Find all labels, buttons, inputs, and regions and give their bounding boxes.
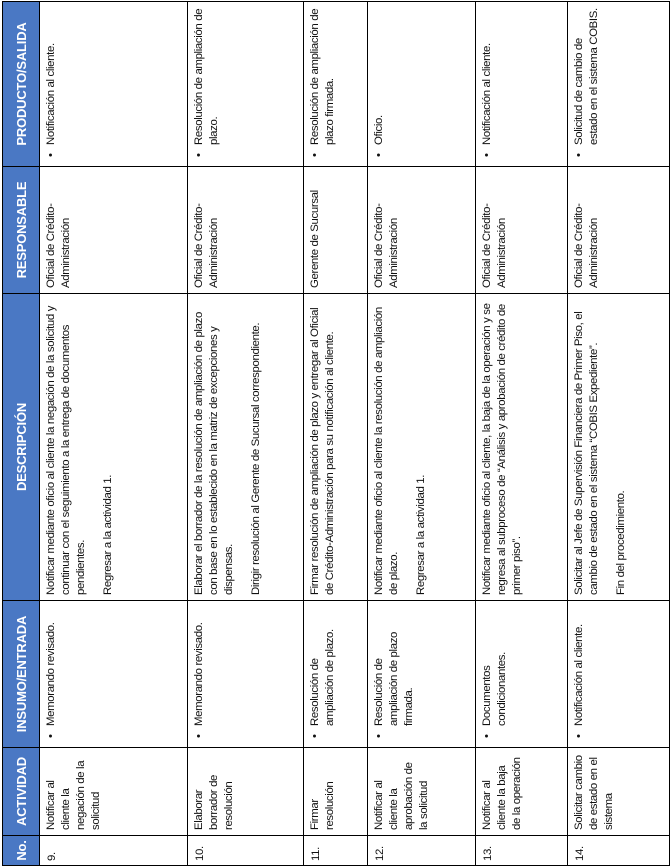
insumo-item: • Resolución de ampliación de plazo. bbox=[308, 606, 338, 726]
table-row bbox=[40, 2, 188, 866]
producto-list bbox=[192, 7, 222, 161]
insumo-item: • Resolución de ampliación de plazo firmada. bbox=[372, 606, 417, 726]
producto-list bbox=[308, 7, 338, 161]
table-row bbox=[568, 2, 670, 866]
descripcion-paragraph: Elaborar el borrador de la resolución de ampliación de plazo con base en lo establecido en la matriz de excepciones y dispensas. bbox=[193, 312, 235, 595]
table-row bbox=[368, 2, 476, 866]
producto-cell bbox=[40, 2, 188, 167]
insumo-list bbox=[572, 606, 587, 742]
descripcion-paragraph: Regresar a la actividad 1. bbox=[415, 474, 427, 595]
producto-item: • Notificación al cliente. bbox=[44, 7, 59, 145]
procedure-table bbox=[2, 1, 670, 866]
producto-cell bbox=[368, 2, 476, 167]
table-row bbox=[304, 2, 368, 866]
descripcion-paragraph: Dirigir resolución al Gerente de Sucursal correspondiente. bbox=[250, 322, 262, 595]
insumo-cell bbox=[188, 601, 304, 748]
actividad-cell: Solicitar cambio de estado en el sistema bbox=[568, 748, 670, 836]
table-header bbox=[3, 2, 40, 866]
table-row bbox=[188, 2, 304, 866]
descripcion-cell bbox=[188, 294, 304, 601]
table-row bbox=[476, 2, 568, 866]
header-insumo: INSUMO/ENTRADA bbox=[3, 601, 40, 748]
header-actividad: ACTIVIDAD bbox=[3, 748, 40, 836]
descripcion-paragraph: Notificar mediante oficio al cliente la resolución de ampliación de plazo. bbox=[373, 307, 400, 595]
responsable-cell: Oficial de Crédito-Administración bbox=[40, 167, 188, 294]
descripcion-paragraph: Notificar mediante oficio al cliente, la baja de la operación y se regresa al subproceso de “Análisis y aprobación de crédito de primer piso”. bbox=[481, 303, 523, 595]
actividad-cell: Elaborar borrador de resolución bbox=[188, 748, 304, 836]
responsable-cell: Oficial de Crédito-Administración bbox=[188, 167, 304, 294]
producto-cell bbox=[476, 2, 568, 167]
descripcion-cell bbox=[304, 294, 368, 601]
producto-list bbox=[480, 7, 495, 161]
producto-cell bbox=[304, 2, 368, 167]
responsable-cell: Oficial de Crédito-Administración bbox=[476, 167, 568, 294]
header-producto: PRODUCTO/SALIDA bbox=[3, 2, 40, 167]
descripcion-cell bbox=[568, 294, 670, 601]
producto-item: • Oficio. bbox=[372, 7, 387, 145]
row-number: 13. bbox=[476, 836, 568, 866]
producto-cell bbox=[188, 2, 304, 167]
insumo-list bbox=[44, 606, 59, 742]
producto-item: • Solicitud de cambio de estado en el sistema COBIS. bbox=[572, 7, 602, 145]
producto-item: • Resolución de ampliación de plazo firmada. bbox=[308, 7, 338, 145]
producto-cell bbox=[568, 2, 670, 167]
insumo-list bbox=[372, 606, 417, 742]
responsable-cell: Oficial de Crédito-Administración bbox=[568, 167, 670, 294]
header-no: No. bbox=[3, 836, 40, 866]
insumo-list bbox=[480, 606, 510, 742]
insumo-list bbox=[192, 606, 207, 742]
header-row bbox=[3, 2, 40, 866]
row-number: 9. bbox=[40, 836, 188, 866]
table-body bbox=[40, 2, 670, 866]
insumo-item: • Notificación al cliente. bbox=[572, 606, 587, 726]
insumo-cell bbox=[568, 601, 670, 748]
actividad-cell: Firmar resolución bbox=[304, 748, 368, 836]
row-number: 10. bbox=[188, 836, 304, 866]
actividad-cell: Notificar al cliente la negación de la solicitud bbox=[40, 748, 188, 836]
descripcion-paragraph: Firmar resolución de ampliación de plazo y entregar al Oficial de Crédito-Administración para su notificación al cliente. bbox=[309, 307, 336, 595]
descripcion-cell bbox=[476, 294, 568, 601]
descripcion-paragraph: Solicitar al Jefe de Supervisión Financiera de Primer Piso, el cambio de estado en el sistema “COBIS Expediente”. bbox=[573, 311, 600, 595]
descripcion-paragraph: Notificar mediante oficio al cliente la negación de la solicitud y continuar con el seguimiento a la entrega de documentos pendientes. bbox=[45, 305, 87, 595]
insumo-cell bbox=[368, 601, 476, 748]
responsable-cell: Gerente de Sucursal bbox=[304, 167, 368, 294]
row-number: 14. bbox=[568, 836, 670, 866]
descripcion-paragraph: Fin del procedimiento. bbox=[615, 490, 627, 595]
producto-list bbox=[372, 7, 387, 161]
actividad-cell: Notificar al cliente la baja de la operación bbox=[476, 748, 568, 836]
producto-list bbox=[44, 7, 59, 161]
descripcion-cell bbox=[40, 294, 188, 601]
row-number: 12. bbox=[368, 836, 476, 866]
insumo-item: • Memorando revisado. bbox=[192, 606, 207, 726]
header-descripcion: DESCRIPCIÓN bbox=[3, 294, 40, 601]
producto-item: • Notificación al cliente. bbox=[480, 7, 495, 145]
descripcion-cell bbox=[368, 294, 476, 601]
actividad-cell: Notificar al cliente la aprobación de la solicitud bbox=[368, 748, 476, 836]
insumo-item: • Memorando revisado. bbox=[44, 606, 59, 726]
producto-list bbox=[572, 7, 602, 161]
insumo-item: • Documentos condicionantes. bbox=[480, 606, 510, 726]
insumo-list bbox=[308, 606, 338, 742]
insumo-cell bbox=[304, 601, 368, 748]
row-number: 11. bbox=[304, 836, 368, 866]
producto-item: • Resolución de ampliación de plazo. bbox=[192, 7, 222, 145]
header-responsable: RESPONSABLE bbox=[3, 167, 40, 294]
insumo-cell bbox=[40, 601, 188, 748]
insumo-cell bbox=[476, 601, 568, 748]
responsable-cell: Oficial de Crédito-Administración bbox=[368, 167, 476, 294]
descripcion-paragraph: Regresar a la actividad 1. bbox=[102, 474, 114, 595]
